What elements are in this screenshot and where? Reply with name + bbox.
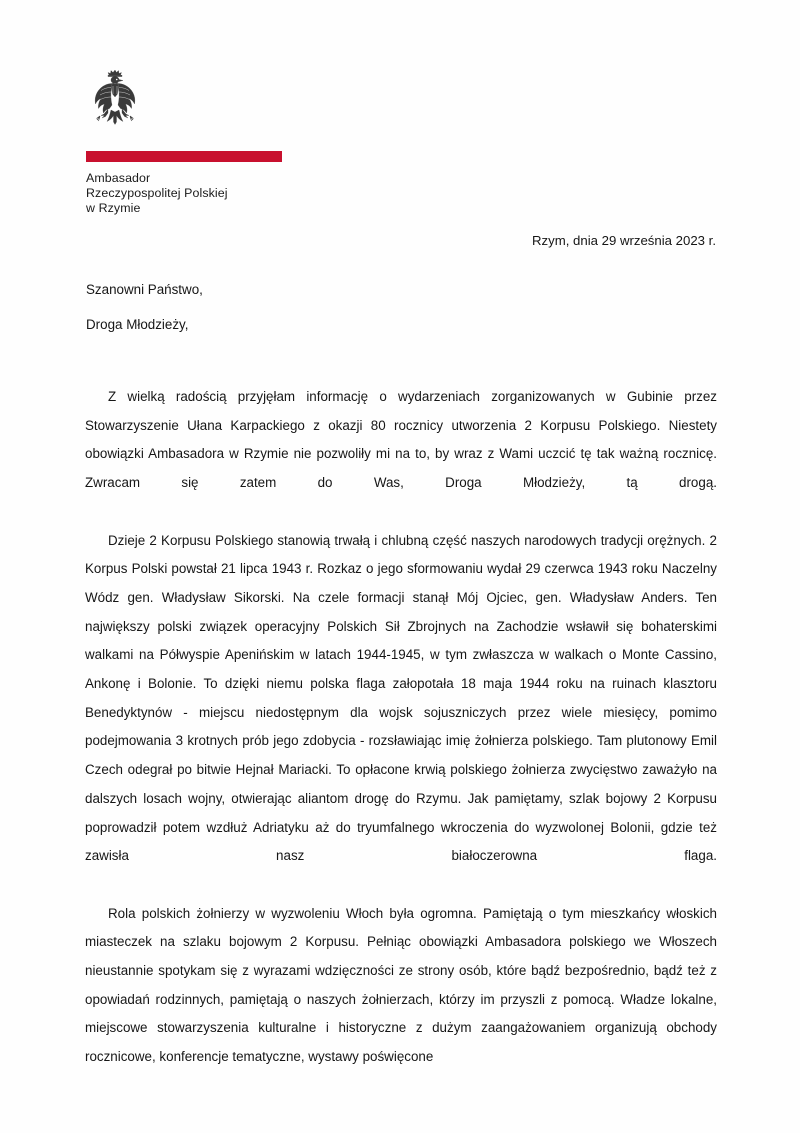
letterhead-text bbox=[86, 171, 405, 217]
letterhead bbox=[85, 68, 405, 217]
red-accent-bar bbox=[86, 151, 282, 162]
salutation-line-1: Szanowni Państwo, bbox=[86, 282, 203, 297]
salutation-line-2: Droga Młodzieży, bbox=[86, 317, 189, 332]
salutation bbox=[86, 272, 203, 342]
body-paragraph-3: Rola polskich żołnierzy w wyzwoleniu Włoch była ogromna. Pamiętają o tym mieszkańcy włoskich miasteczek na szlaku bojowym 2 Korpusu. Pełniąc obowiązki Ambasadora polskiego we Włoszech nieustannie spotykam się z wyrazami wdzięczności ze strony osób, które bądź bezpośrednio, bądź też z opowiadań rodzinnych, pamiętają o naszych żołnierzach, którzy im przyszli z pomocą. Władze lokalne, miejscowe stowarzyszenia kulturalne i historyczne z dużym zaangażowaniem organizują obchody rocznicowe, konferencje tematyczne, wystawy poświęcone bbox=[85, 905, 717, 1065]
letterhead-line-3: w Rzymie bbox=[86, 201, 141, 216]
letter-body bbox=[85, 383, 717, 1072]
body-paragraph-2: Dzieje 2 Korpusu Polskiego stanowią trwałą i chlubną część naszych narodowych tradycji orężnych. 2 Korpus Polski powstał 21 lipca 1943 r. Rozkaz o jego sformowaniu wydał 29 czerwca 1943 roku Naczelny Wódz gen. Władysław Sikorski. Na czele formacji stanął Mój Ojciec, gen. Władysław Anders. Ten największy polski związek operacyjny Polskich Sił Zbrojnych na Zachodzie wsławił się bohaterskimi walkami na Półwyspie Apenińskim w latach 1944-1945, w tym zwłaszcza w walkach o Monte Cassino, Ankonę i Bolonie. To dzięki niemu polska flaga załopotała 18 maja 1944 roku na ruinach klasztoru Benedyktynów - miejscu niedostępnym dla wojsk sojuszniczych przez wiele miesięcy, pomimo podejmowania 3 krotnych prób jego zdobycia - rozsławiając imię żołnierza polskiego. Tam plutonowy Emil Czech odegrał po bitwie Hejnał Mariacki. To opłacone krwią polskiego żołnierza zwycięstwo zaważyło na dalszych losach wojny, otwierając aliantom drogę do Rzymu. Jak pamiętamy, szlak bojowy 2 Korpusu poprowadził potem wzdłuż Adriatyku aż do tryumfalnego wkroczenia do wyzwolonej Bolonii, gdzie też zawisła nasz białoczerowna flaga. bbox=[85, 532, 717, 864]
polish-eagle-coat-of-arms-icon bbox=[89, 68, 141, 134]
letterhead-line-2: Rzeczypospolitej Polskiej bbox=[86, 186, 228, 201]
body-paragraph-1: Z wielką radością przyjęłam informację o wydarzeniach zorganizowanych w Gubinie przez Stowarzyszenie Ułana Karpackiego z okazji 80 rocznicy utworzenia 2 Korpusu Polskiego. Niestety obowiązki Ambasadora w Rzymie nie pozwoliły mi na to, by wraz z Wami uczcić tę tak ważną rocznicę. Zwracam się zatem do Was, Droga Młodzieży, tą drogą. bbox=[85, 389, 717, 491]
letterhead-line-1: Ambasador bbox=[86, 171, 151, 185]
place-and-date: Rzym, dnia 29 września 2023 r. bbox=[532, 233, 716, 248]
